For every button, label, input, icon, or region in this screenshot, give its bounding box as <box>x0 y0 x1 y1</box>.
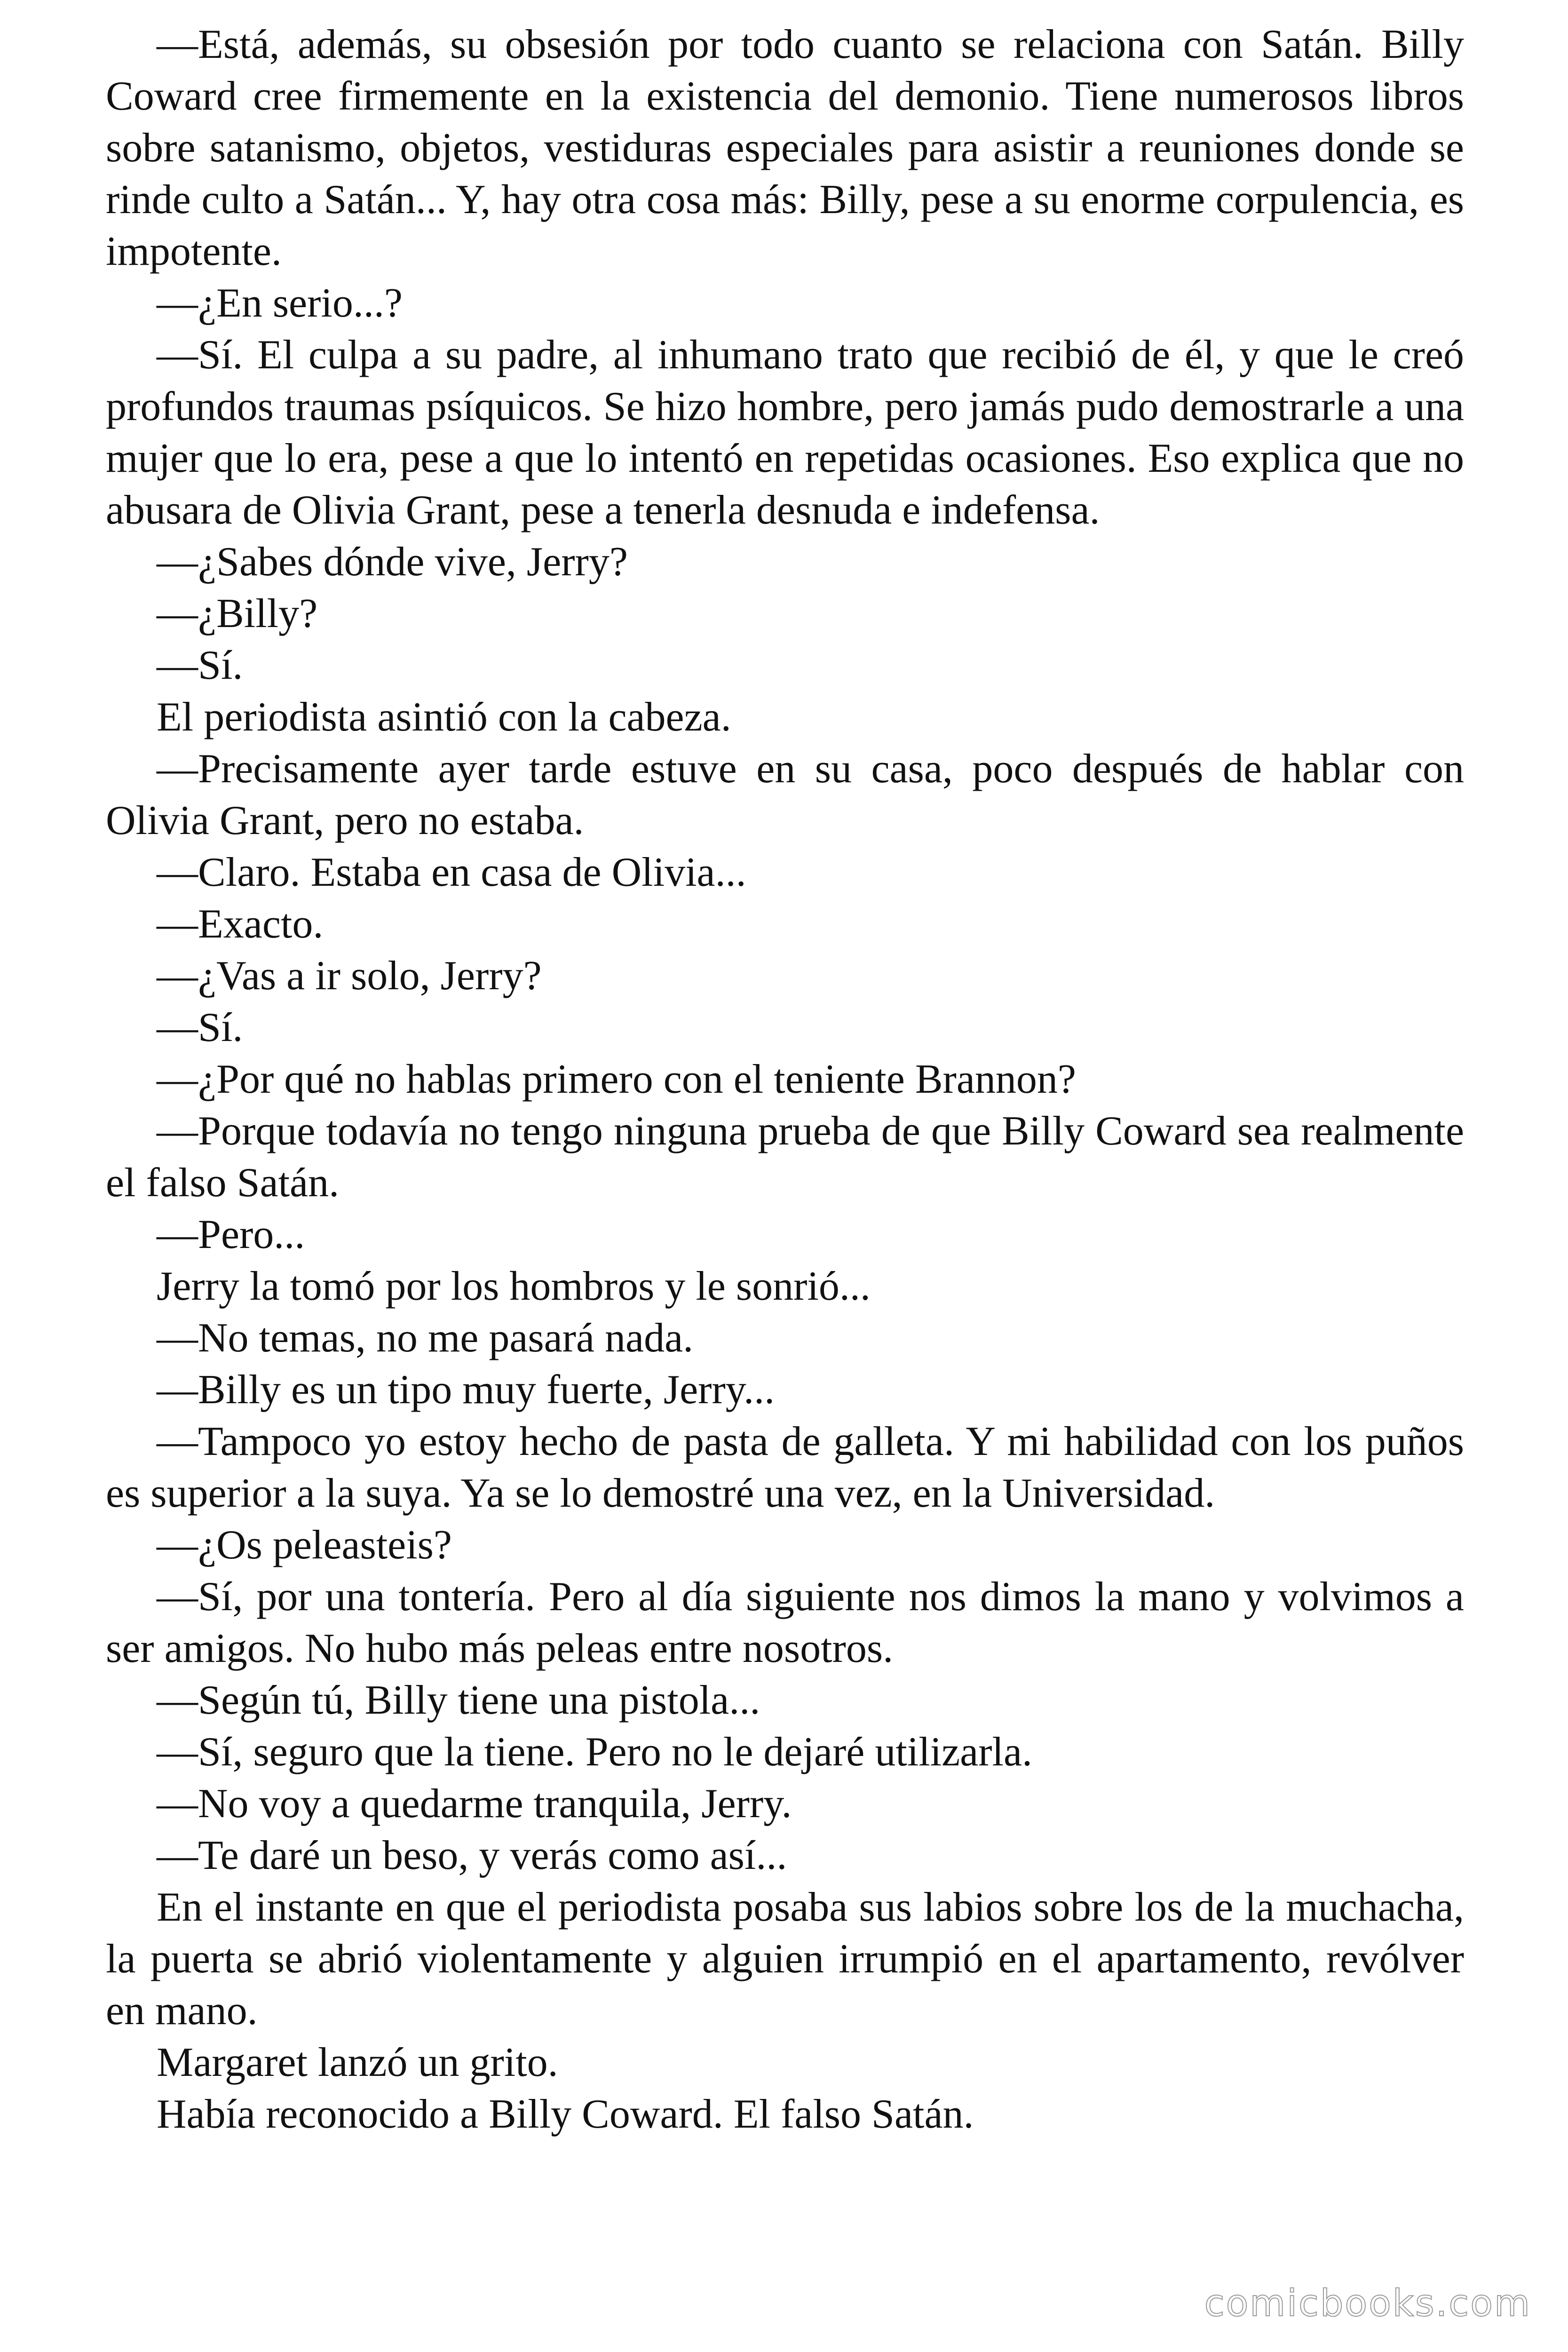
paragraph-15: —Pero... <box>157 1212 305 1257</box>
paragraph-24: —No voy a quedarme tranquila, Jerry. <box>157 1781 792 1827</box>
paragraph-6: —Sí. <box>157 643 243 688</box>
paragraph-18: —Billy es un tipo muy fuerte, Jerry... <box>157 1367 775 1413</box>
paragraph-14: —Porque todavía no tengo ninguna prueba de que Billy Coward sea realmente el falso Satán. <box>106 1108 1464 1206</box>
paragraph-23: —Sí, seguro que la tiene. Pero no le dejaré utilizarla. <box>157 1729 1033 1775</box>
paragraph-20: —¿Os peleasteis? <box>157 1522 452 1568</box>
paragraph-2: —¿En serio...? <box>157 280 403 326</box>
paragraph-22: —Según tú, Billy tiene una pistola... <box>157 1677 760 1723</box>
paragraph-8: —Precisamente ayer tarde estuve en su casa, poco después de hablar con Olivia Grant, pero no estaba. <box>106 746 1464 843</box>
paragraph-28: Había reconocido a Billy Coward. El falso Satán. <box>157 2091 974 2137</box>
paragraph-3: —Sí. El culpa a su padre, al inhumano trato que recibió de él, y que le creó profundos traumas psíquicos. Se hizo hombre, pero jamás pudo demostrarle a una mujer que lo era, pese a que lo intentó en repetidas ocasiones. Eso explica que no abusara de Olivia Grant, pese a tenerla desnuda e indefensa. <box>106 332 1464 533</box>
paragraph-11: —¿Vas a ir solo, Jerry? <box>157 953 542 999</box>
paragraph-16: Jerry la tomó por los hombros y le sonrió... <box>157 1263 871 1309</box>
paragraph-9: —Claro. Estaba en casa de Olivia... <box>157 850 746 895</box>
paragraph-12: —Sí. <box>157 1005 243 1050</box>
paragraph-21: —Sí, por una tontería. Pero al día siguiente nos dimos la mano y volvimos a ser amigos. No hubo más peleas entre nosotros. <box>106 1574 1464 1671</box>
paragraph-27: Margaret lanzó un grito. <box>157 2040 558 2085</box>
paragraph-4: —¿Sabes dónde vive, Jerry? <box>157 539 628 585</box>
paragraph-1: —Está, además, su obsesión por todo cuanto se relaciona con Satán. Billy Coward cree firmemente en la existencia del demonio. Tiene numerosos libros sobre satanismo, objetos, vestiduras especiales para asistir a reuniones donde se rinde culto a Satán... Y, hay otra cosa más: Billy, pese a su enorme corpulencia, es impotente. <box>106 22 1464 274</box>
paragraph-13: —¿Por qué no hablas primero con el teniente Brannon? <box>157 1057 1076 1102</box>
paragraph-10: —Exacto. <box>157 901 324 947</box>
paragraph-25: —Te daré un beso, y verás como así... <box>157 1833 787 1878</box>
paragraph-26: En el instante en que el periodista posaba sus labios sobre los de la muchacha, la puerta se abrió violentamente y alguien irrumpió en el apartamento, revólver en mano. <box>106 1884 1464 2034</box>
watermark: comicbooks.com <box>1204 2282 1531 2325</box>
paragraph-19: —Tampoco yo estoy hecho de pasta de galleta. Y mi habilidad con los puños es superior a la suya. Ya se lo demostré una vez, en la Universidad. <box>106 1419 1464 1516</box>
body-text <box>106 19 1464 2140</box>
paragraph-5: —¿Billy? <box>157 591 318 636</box>
paragraph-17: —No temas, no me pasará nada. <box>157 1315 694 1361</box>
paragraph-7: El periodista asintió con la cabeza. <box>157 694 731 740</box>
